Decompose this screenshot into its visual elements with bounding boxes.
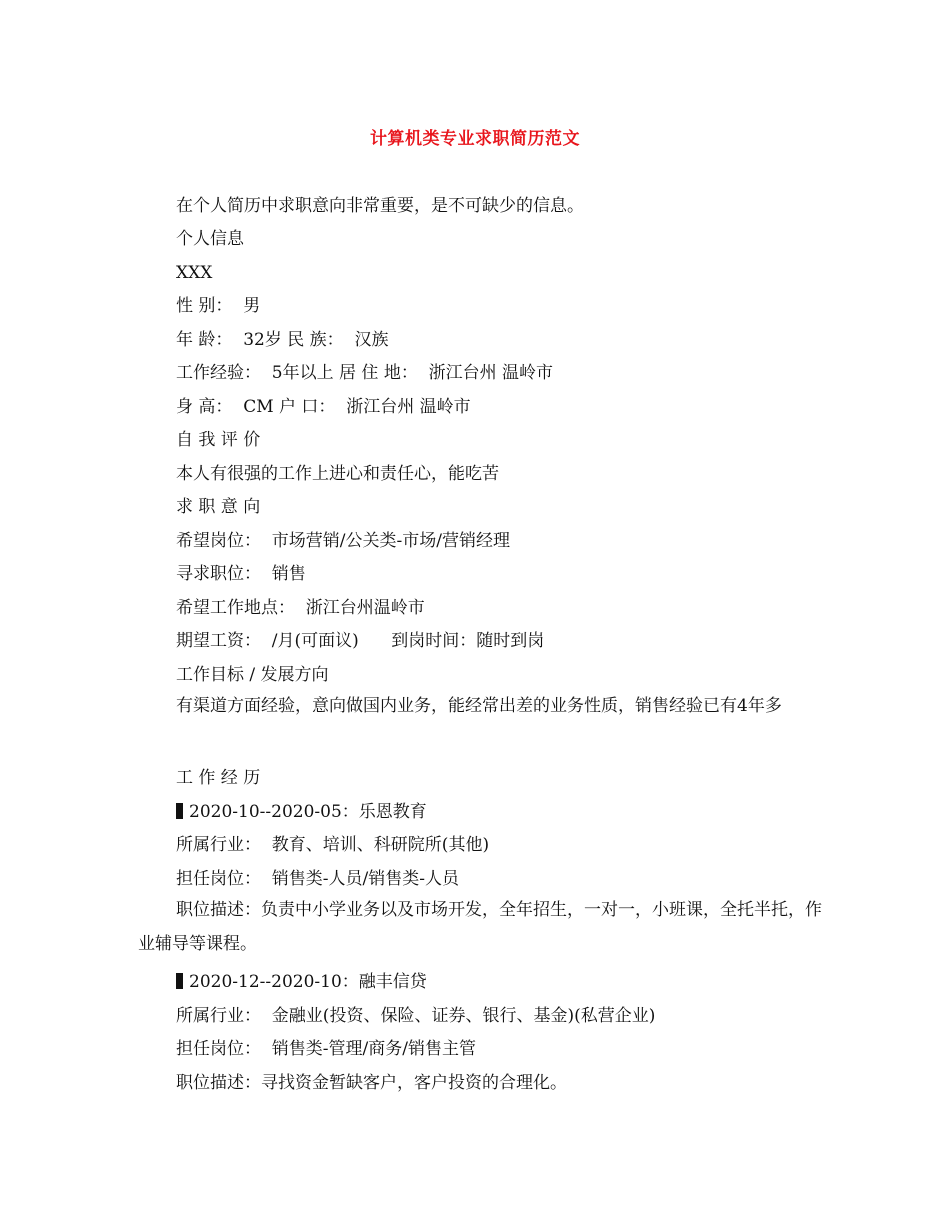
salary-availability-field: 期望工资： /月(可面议) 到岗时间：随时到岗 (176, 631, 545, 651)
self-eval-heading: 自 我 评 价 (176, 430, 261, 450)
bullet-bar-icon (176, 973, 183, 989)
job-position-1: 担任岗位： 销售类-人员/销售类-人员 (176, 869, 460, 889)
job-position-2: 担任岗位： 销售类-管理/商务/销售主管 (176, 1039, 477, 1059)
job-industry-1: 所属行业： 教育、培训、科研院所(其他) (176, 835, 490, 855)
document-title: 计算机类专业求职简历范文 (370, 129, 580, 149)
desired-position-field: 希望岗位： 市场营销/公关类-市场/营销经理 (176, 531, 511, 551)
job-period-2 (176, 971, 427, 993)
name-field: XXX (176, 263, 213, 283)
intention-heading: 求 职 意 向 (176, 497, 261, 517)
job-industry-2: 所属行业： 金融业(投资、保险、证券、银行、基金)(私营企业) (176, 1006, 656, 1026)
goal-text: 有渠道方面经验，意向做国内业务，能经常出差的业务性质，销售经验已有4年多 (176, 696, 782, 716)
personal-info-heading: 个人信息 (176, 229, 244, 249)
desired-location-field: 希望工作地点： 浙江台州温岭市 (176, 598, 425, 618)
work-heading: 工 作 经 历 (176, 768, 261, 788)
bullet-bar-icon (176, 803, 183, 819)
intro-text: 在个人简历中求职意向非常重要，是不可缺少的信息。 (176, 196, 584, 216)
seeking-position-field: 寻求职位： 销售 (176, 564, 306, 584)
gender-field: 性 别： 男 (176, 296, 261, 316)
height-hukou-field: 身 高： CM 户 口： 浙江台州 温岭市 (176, 397, 471, 417)
job-period-text: 2020-12--2020-10：融丰信贷 (189, 972, 427, 992)
age-ethnicity-field: 年 龄： 32岁 民 族： 汉族 (176, 330, 389, 350)
experience-residence-field: 工作经验： 5年以上 居 住 地： 浙江台州 温岭市 (176, 363, 554, 383)
job-description-1: 职位描述：负责中小学业务以及市场开发，全年招生，一对一，小班课，全托半托，作业辅导等课程。 (138, 900, 822, 954)
self-eval-text: 本人有很强的工作上进心和责任心，能吃苦 (176, 464, 499, 484)
job-period-text: 2020-10--2020-05：乐恩教育 (189, 802, 427, 822)
job-period-1 (176, 801, 427, 823)
job-description-2: 职位描述：寻找资金暂缺客户，客户投资的合理化。 (176, 1073, 567, 1093)
goal-heading: 工作目标 / 发展方向 (176, 665, 329, 685)
